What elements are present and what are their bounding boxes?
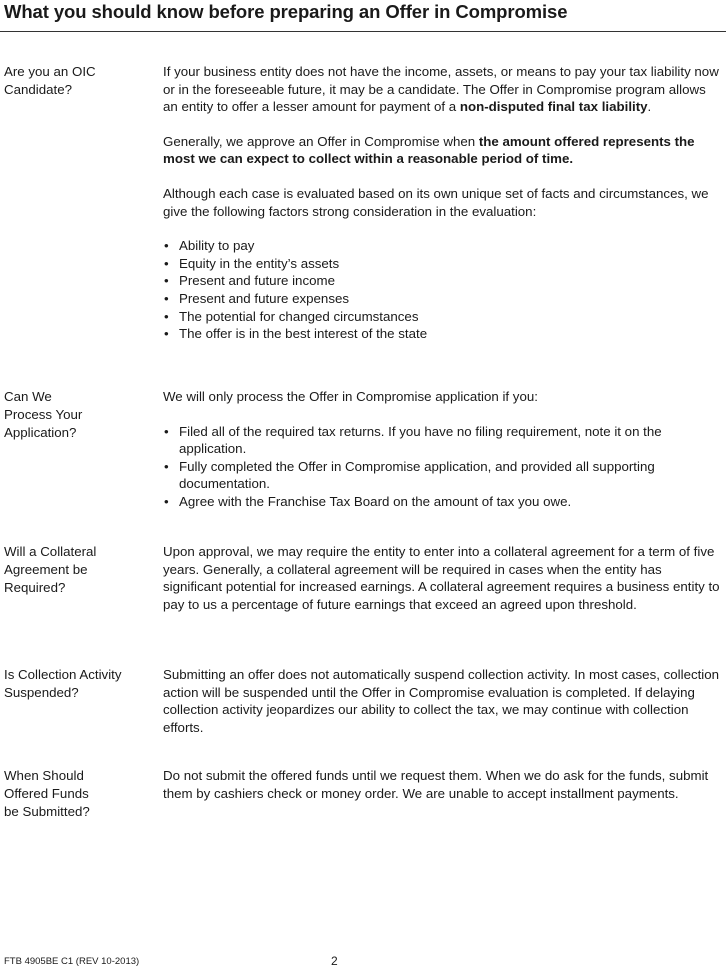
text-run: If your business entity does not have the income, assets, or means to pay your tax liability now or in the foreseeable future, it may be a candidate. The Offer in Compromise program allows an entity to offer a lesser amount for payment of a xyxy=(163,64,719,115)
section-body xyxy=(163,767,723,819)
bold-text: non-disputed final tax liability xyxy=(459,99,648,115)
text-run: Generally, we approve an Offer in Compromise when xyxy=(163,133,479,149)
paragraph: Submitting an offer does not automatically suspend collection activity. In most cases, collection action will be suspended until the Offer in Compromise evaluation is completed. If delaying collection activity jeopardizes our ability to collect the tax, we may continue with collection efforts. xyxy=(163,667,720,735)
label-line: Agreement be xyxy=(4,562,88,577)
label-line: When Should xyxy=(4,768,84,783)
label-line: Will a Collateral xyxy=(4,544,97,559)
section-body xyxy=(163,666,723,753)
section-label xyxy=(4,388,144,442)
list-item: • Equity in the entity’s assets xyxy=(163,255,723,273)
label-line: Can We xyxy=(4,389,52,404)
bullet-list xyxy=(163,423,723,511)
paragraph xyxy=(163,63,723,116)
paragraph: We will only process the Offer in Compromise application if you: xyxy=(163,389,538,404)
title-divider xyxy=(0,31,726,32)
label-line: Is Collection Activity xyxy=(4,667,122,682)
paragraph: Do not submit the offered funds until we request them. When we do ask for the funds, submit them by cashiers check or money order. We are unable to accept installment payments. xyxy=(163,768,709,801)
list-item: • Present and future income xyxy=(163,272,723,290)
label-line: Required? xyxy=(4,580,66,595)
list-item: • Fully completed the Offer in Compromise application, and provided all supporting documentation. xyxy=(163,458,723,493)
list-item: • The offer is in the best interest of the state xyxy=(163,325,723,343)
list-item: • Filed all of the required tax returns. If you have no filing requirement, note it on the application. xyxy=(163,423,723,458)
label-line: Suspended? xyxy=(4,685,79,700)
section-body xyxy=(163,63,723,360)
section-label xyxy=(4,543,144,597)
label-line: Application? xyxy=(4,425,77,440)
section-label xyxy=(4,767,144,821)
bullet-list xyxy=(163,237,723,343)
page-title: What you should know before preparing an Offer in Compromise xyxy=(4,1,568,22)
list-item: • Agree with the Franchise Tax Board on the amount of tax you owe. xyxy=(163,493,723,511)
label-line: Process Your xyxy=(4,407,83,422)
list-item: • Ability to pay xyxy=(163,237,723,255)
form-identifier: FTB 4905BE C1 (REV 10-2013) xyxy=(4,956,140,967)
label-line: Offered Funds xyxy=(4,786,89,801)
paragraph: Upon approval, we may require the entity to enter into a collateral agreement for a term of five years. Generally, a collateral agreement will be required in cases when the entity has significant potential for increased earnings. A collateral agreement requires a business entity to pay to us a percentage of future earnings that exceed an agreed upon threshold. xyxy=(163,544,720,612)
list-item: • Present and future expenses xyxy=(163,290,723,308)
section-body xyxy=(163,543,723,630)
paragraph: Although each case is evaluated based on its own unique set of facts and circumstances, we give the following factors strong consideration in the evaluation: xyxy=(163,185,709,219)
section-body xyxy=(163,388,723,528)
label-line: be Submitted? xyxy=(4,804,90,819)
section-label xyxy=(4,666,144,702)
paragraph xyxy=(163,133,723,168)
list-item: • The potential for changed circumstances xyxy=(163,308,723,326)
bold-text: the amount offered represents the most we can expect to collect within a reasonable period of time. xyxy=(163,133,695,167)
section-label: Are you an OIC Candidate? xyxy=(4,64,96,97)
page-number: 2 xyxy=(331,954,338,968)
text-run: . xyxy=(647,99,652,115)
